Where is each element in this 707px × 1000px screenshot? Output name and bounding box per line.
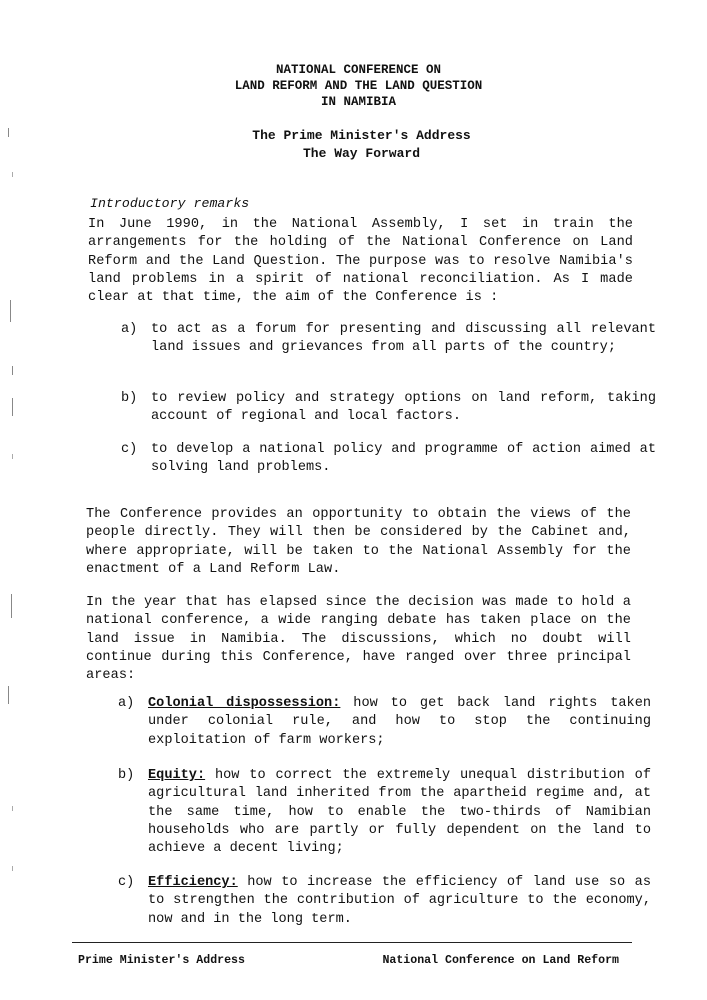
footer-left: Prime Minister's Address xyxy=(78,954,245,967)
area-body xyxy=(148,874,651,929)
intro-paragraph: In June 1990, in the National Assembly, I set in train the arrangements for the holding of the National Conference on Land Reform and the Land Question. The purpose was to resolve Namibia's land problems in a spirit of national reconciliation. As I made clear at that time, the aim of the Conference is : xyxy=(88,217,633,306)
aim-text: to review policy and strategy options on land reform, taking account of regional and local factors. xyxy=(151,391,656,425)
scan-margin-mark xyxy=(12,172,18,177)
conference-opportunity-paragraph: The Conference provides an opportunity to obtain the views of the people directly. They will then be considered by the Cabinet and, where appropriate, will be taken to the National Assembly for the enactment of a Land Reform Law. xyxy=(86,507,631,577)
conference-title-line-2: LAND REFORM AND THE LAND QUESTION xyxy=(234,79,483,93)
area-body xyxy=(148,767,651,858)
conference-title-line-1: NATIONAL CONFERENCE ON xyxy=(275,63,442,77)
area-label: a) xyxy=(118,696,135,711)
scan-margin-mark xyxy=(12,454,18,459)
area-label: c) xyxy=(118,875,135,890)
address-title: The Prime Minister's Address xyxy=(252,128,471,143)
aim-label: c) xyxy=(121,442,138,457)
scan-margin-mark xyxy=(12,866,18,871)
aim-text: to act as a forum for presenting and discussing all relevant land issues and grievances from all parts of the country; xyxy=(151,322,656,356)
footer-divider xyxy=(72,942,632,943)
area-term: Colonial dispossession: xyxy=(148,696,341,711)
scan-margin-mark xyxy=(10,300,16,322)
scan-margin-mark xyxy=(8,128,14,137)
area-text: how to correct the extremely unequal distribution of agricultural land inherited from the apartheid regime and, at the same time, how to enable the two-thirds of Namibian households who are partly or fully dependent on the land to achieve a decent living; xyxy=(148,768,651,857)
scan-margin-mark xyxy=(12,398,18,416)
conference-title-line-3: IN NAMIBIA xyxy=(320,95,396,109)
debate-paragraph: In the year that has elapsed since the decision was made to hold a national conference, a wide ranging debate has taken place on the land issue in Namibia. The discussions, which no doubt will continue during this Conference, have ranged over three principal areas: xyxy=(86,595,631,684)
aim-label: a) xyxy=(121,322,138,337)
area-label: b) xyxy=(118,768,135,783)
scan-margin-mark xyxy=(11,594,17,618)
footer-right: National Conference on Land Reform xyxy=(382,954,619,967)
scan-margin-mark xyxy=(8,686,14,704)
area-body xyxy=(148,695,651,750)
area-text: how to increase the efficiency of land use so as to strengthen the contribution of agriculture to the economy, now and in the long term. xyxy=(148,875,651,927)
scan-margin-mark xyxy=(12,806,18,811)
area-term: Equity: xyxy=(148,768,206,783)
aim-label: b) xyxy=(121,391,138,406)
aim-text: to develop a national policy and programme of action aimed at solving land problems. xyxy=(151,442,656,476)
scan-margin-mark xyxy=(12,366,18,375)
intro-heading: Introductory remarks xyxy=(90,196,250,211)
area-term: Efficiency: xyxy=(148,875,238,890)
area-text: how to get back land rights taken under colonial rule, and how to stop the continuing exploitation of farm workers; xyxy=(148,696,652,748)
address-subtitle: The Way Forward xyxy=(302,146,421,161)
